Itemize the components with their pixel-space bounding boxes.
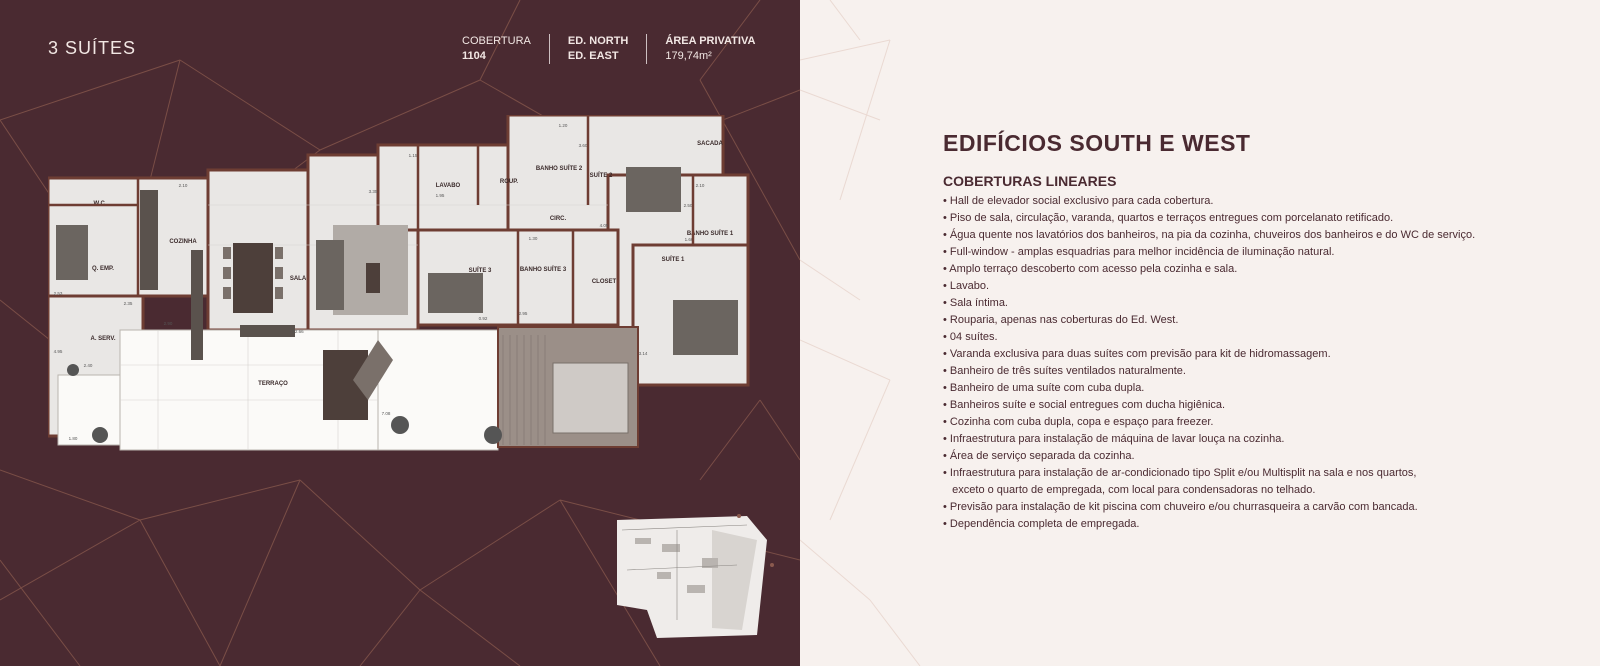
bed-suite1: [673, 300, 738, 355]
room-suite3: SUÍTE 3: [468, 268, 492, 274]
dim-label: 2.10: [695, 183, 705, 188]
room-a-serv: A. SERV.: [90, 336, 116, 342]
room-closet: CLOSET: [591, 279, 617, 285]
building-north: ED. NORTH: [567, 35, 629, 47]
list-item: • Full-window - amplas esquadrias para melhor incidência de iluminação natural.: [943, 246, 1335, 258]
bed-suite3: [428, 273, 483, 313]
list-item: • Amplo terraço descoberto com acesso pela cozinha e sala.: [943, 263, 1238, 275]
building-east: ED. EAST: [567, 50, 619, 62]
dim-label: 3.35: [368, 189, 378, 194]
list-item: • Lavabo.: [943, 280, 990, 292]
list-item: • Cozinha com cuba dupla, copa e espaço para freezer.: [943, 416, 1214, 428]
bed-suite2: [626, 167, 681, 212]
list-item: • Varanda exclusiva para duas suítes com previsão para kit de hidromassagem.: [943, 348, 1331, 360]
dim-label: 1.20: [558, 123, 568, 128]
room-roup: ROUP.: [499, 179, 519, 185]
list-item: • Hall de elevador social exclusivo para cada cobertura.: [943, 195, 1214, 207]
dim-label: 2.95: [518, 311, 528, 316]
features-section: [943, 130, 1563, 533]
dim-label: 1.30: [528, 236, 538, 241]
site-location-map: [617, 510, 777, 640]
area-label: ÁREA PRIVATIVA: [665, 35, 756, 47]
dim-label: 4.05: [599, 223, 609, 228]
list-item: • Banheiro de uma suíte com cuba dupla.: [943, 382, 1145, 394]
list-item: • Sala íntima.: [943, 297, 1008, 309]
dim-label: 3.60: [578, 143, 588, 148]
area-value: 179,74m²: [665, 50, 712, 62]
section-title: EDIFÍCIOS SOUTH E WEST: [943, 130, 1251, 156]
room-cozinha: COZINHA: [169, 239, 197, 245]
room-banho-suite3: BANHO SUÍTE 3: [519, 267, 567, 273]
floor-plan: [48, 115, 763, 460]
dim-label: 1.60: [684, 237, 694, 242]
dim-label: 3.14: [638, 351, 648, 356]
cobertura-label: COBERTURA: [462, 35, 531, 47]
dim-label: 2.50: [683, 203, 693, 208]
room-lavabo: LAVABO: [435, 183, 461, 189]
list-item: exceto o quarto de empregada, com local para condensadoras no telhado.: [943, 484, 1316, 496]
sofa: [316, 240, 344, 310]
dim-label: 4.95: [53, 349, 63, 354]
list-item: • Banheiro de três suítes ventilados naturalmente.: [943, 365, 1186, 377]
room-terraco: TERRAÇO: [258, 381, 288, 387]
dim-label: 1.95: [435, 193, 445, 198]
list-item: • Área de serviço separada da cozinha.: [943, 450, 1135, 462]
list-item: • Banheiros suíte e social entregues com ducha higiênica.: [943, 399, 1226, 411]
room-suite2: SUÍTE 2: [589, 173, 613, 179]
list-item: • Previsão para instalação de kit piscina com chuveiro e/ou churrasqueira a carvão com bancada.: [943, 501, 1418, 513]
list-item: • Infraestrutura para instalação de ar-condicionado tipo Split e/ou Multisplit na sala e nos quartos,: [943, 467, 1417, 479]
dim-label: 0.92: [478, 316, 488, 321]
list-item: • Piso de sala, circulação, varanda, quartos e terraços entregues com porcelanato retificado.: [943, 212, 1394, 224]
room-suite1: SUÍTE 1: [661, 257, 685, 263]
buildings-info: [549, 34, 647, 64]
dim-label: 2.40: [83, 363, 93, 368]
bed-q-emp: [56, 225, 88, 280]
dim-label: 2.35: [123, 301, 133, 306]
cobertura-number: 1104: [462, 50, 486, 62]
cobertura-info: [462, 34, 549, 64]
dim-label: 1.15: [408, 153, 418, 158]
unit-info-bar: [462, 34, 773, 64]
dim-label: 2.10: [178, 183, 188, 188]
list-item: • Infraestrutura para instalação de máquina de lavar louça na cozinha.: [943, 433, 1285, 445]
dim-label: 2.90: [163, 321, 173, 326]
section-subtitle: COBERTURAS LINEARES: [943, 173, 1117, 189]
dim-label: 12.66: [292, 329, 304, 334]
features-list: [943, 193, 1563, 533]
dim-label: 7.08: [381, 411, 391, 416]
room-q-emp: Q. EMP.: [92, 266, 114, 272]
list-item: • Rouparia, apenas nas coberturas do Ed. West.: [943, 314, 1179, 326]
description-panel: [800, 0, 1600, 666]
list-item: • Água quente nos lavatórios dos banheiros, na pia da cozinha, chuveiros dos banheiros e do WC de serviço.: [943, 229, 1476, 241]
list-item: • Dependência completa de empregada.: [943, 518, 1140, 530]
room-circ: CIRC.: [549, 216, 567, 222]
room-sala: SALA: [289, 276, 307, 282]
list-item: • 04 suítes.: [943, 331, 998, 343]
room-wc: W.C.: [93, 201, 107, 207]
dim-label: 2.53: [53, 291, 63, 296]
room-banho-suite1: BANHO SUÍTE 1: [686, 231, 734, 237]
area-info: [646, 34, 773, 64]
suites-title: 3 SUÍTES: [48, 38, 137, 58]
dining-table: [233, 243, 273, 313]
pool: [553, 363, 628, 433]
room-sacada: SACADA: [697, 141, 723, 147]
dim-label: 1.80: [68, 436, 78, 441]
room-banho-suite2: BANHO SUÍTE 2: [535, 166, 583, 172]
